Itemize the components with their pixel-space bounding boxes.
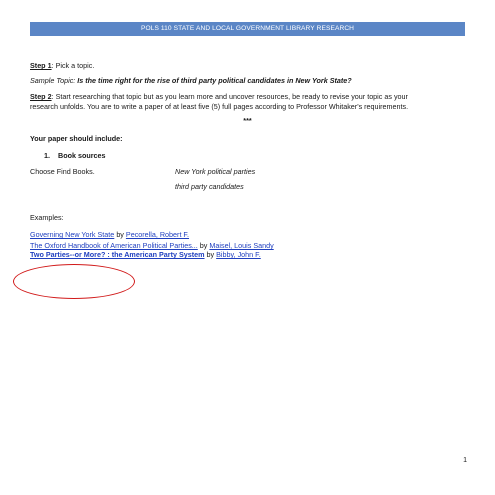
example-by: by <box>206 250 215 259</box>
find-books-instruction: Choose Find Books. <box>30 167 95 176</box>
example-author-link[interactable]: Pecorella, Robert F. <box>125 230 190 239</box>
header-title-bar: POLS 110 STATE AND LOCAL GOVERNMENT LIBRARY RESEARCH <box>30 22 465 36</box>
example-by: by <box>199 241 208 250</box>
example-author-link[interactable]: Bibby, John F. <box>216 250 261 259</box>
step-2-line-1 <box>30 92 408 101</box>
list-title: Book sources <box>58 151 106 160</box>
step-1-text: : Pick a topic. <box>51 61 95 70</box>
list-item-book-sources <box>44 151 106 160</box>
example-author-link[interactable]: Maisel, Louis Sandy <box>209 241 274 250</box>
step-2-text-line-1: : Start researching that topic but as you learn more and uncover resources, be ready to revise your topic as your <box>51 92 408 101</box>
keyword-2: third party candidates <box>175 182 244 191</box>
sample-topic <box>30 76 352 85</box>
step-1-label: Step 1 <box>30 61 52 70</box>
separator: *** <box>243 116 252 125</box>
keyword-1: New York political parties <box>175 167 256 176</box>
sample-topic-text: Is the time right for the rise of third party political candidates in New York State? <box>77 76 352 85</box>
examples-label: Examples: <box>30 213 64 222</box>
list-number: 1. <box>44 151 50 160</box>
step-2-label: Step 2 <box>30 92 52 101</box>
annotation-oval <box>13 264 135 299</box>
step-2-text-line-2: research unfolds. You are to write a paper of at least five (5) full pages according to Professor Whitaker's requirements. <box>30 102 409 111</box>
example-item <box>30 241 274 250</box>
include-heading: Your paper should include: <box>30 134 123 143</box>
example-item <box>30 230 189 239</box>
example-item <box>30 250 261 259</box>
example-by: by <box>116 230 124 239</box>
step-1 <box>30 61 94 70</box>
page-number: 1 <box>463 457 467 464</box>
sample-topic-label: Sample Topic: <box>30 76 76 85</box>
example-title-link[interactable]: The Oxford Handbook of American Political Parties... <box>30 241 198 250</box>
example-title-link[interactable]: Governing New York State <box>30 230 115 239</box>
example-title-link[interactable]: Two Parties--or More? : the American Party System <box>30 250 205 259</box>
